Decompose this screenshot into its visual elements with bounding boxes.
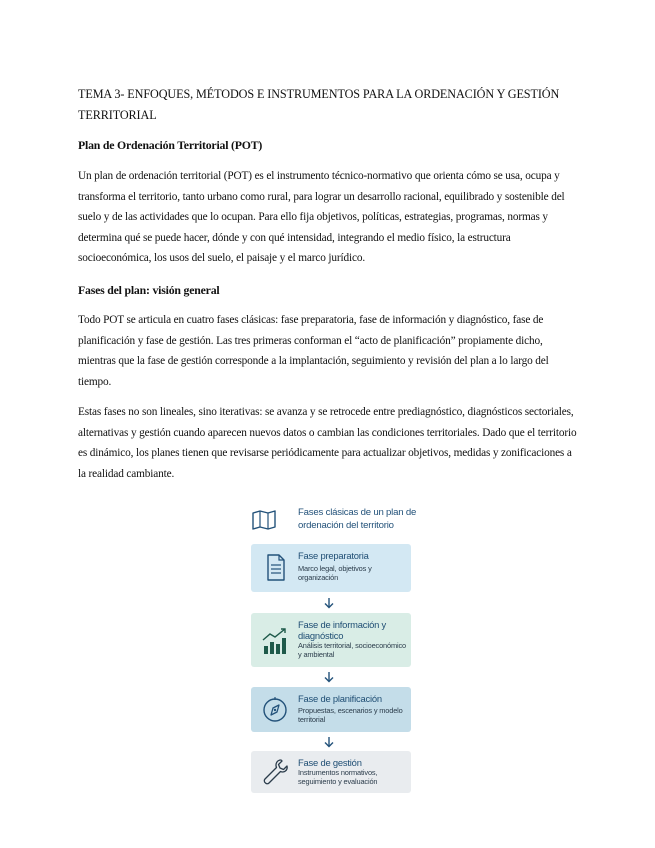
- section-heading-phases: Fases del plan: visión general: [78, 283, 220, 297]
- wrench-icon: [261, 757, 289, 787]
- phase-card-preparatoria: [251, 544, 411, 592]
- phase-description: Instrumentos normativos, seguimiento y evaluación: [298, 768, 378, 786]
- paragraph-pot-definition: [78, 166, 578, 269]
- arrow-down-icon: [323, 736, 335, 748]
- phase-description: Análisis territorial, socioeconómico y ambiental: [298, 641, 406, 659]
- compass-icon: [261, 694, 289, 724]
- phase-description: Propuestas, escenarios y modelo territorial: [298, 706, 403, 724]
- phase-description: Marco legal, objetivos y organización: [298, 564, 372, 582]
- section-heading-pot: Plan de Ordenación Territorial (POT): [78, 138, 263, 152]
- phase-title: Fase de gestión: [298, 757, 362, 768]
- arrow-down-icon: [323, 597, 335, 609]
- paragraph-phases-overview: [78, 310, 578, 392]
- paragraph-text: Estas fases no son lineales, sino iterativas: se avanza y se retrocede entre prediagnóstico, diagnósticos sectoriales, alternativas y gestión cuando aparecen nuevos datos o cambian las condiciones territoriales. Dado que el territorio es dinámico, los planes tienen que revisarse periódicamente para actualizar objetivos, medidas y zonificaciones a la realidad cambiante.: [78, 406, 577, 480]
- paragraph-phases-iterative: [78, 402, 578, 484]
- phase-card-informacion: [251, 613, 411, 667]
- phases-figure: [236, 498, 421, 797]
- paragraph-text: Un plan de ordenación territorial (POT) es el instrumento técnico-normativo que orienta cómo se usa, ocupa y transforma el territorio, tanto urbano como rural, para lograr un desarrollo racional, equilibrado y sostenible del suelo y de las actividades que lo ocupan. Para ello fija objetivos, políticas, estrategias, programas, normas y determina qué se puede hacer, dónde y con qué intensidad, integrando el medio físico, la estructura socioeconómica, los usos del suelo, el paisaje y el marco jurídico.: [78, 170, 565, 265]
- arrow-down-icon: [323, 671, 335, 683]
- figure-header: [248, 504, 418, 538]
- phase-title: Fase preparatoria: [298, 550, 369, 561]
- map-icon: [252, 510, 276, 530]
- chart-icon: [261, 627, 289, 657]
- figure-title: Fases clásicas de un plan de ordenación del territorio: [298, 507, 417, 531]
- phase-card-gestion: [251, 751, 411, 793]
- page-title: TEMA 3- ENFOQUES, MÉTODOS E INSTRUMENTOS PARA LA ORDENACIÓN Y GESTIÓN TERRITORIAL: [78, 87, 560, 122]
- paragraph-text: Todo POT se articula en cuatro fases clásicas: fase preparatoria, fase de información y diagnóstico, fase de planificación y fase de gestión. Las tres primeras conforman el “acto de planificación” propiamente dicho, mientras que la fase de gestión corresponde a la implantación, seguimiento y revisión del plan a lo largo del tiempo.: [78, 314, 549, 388]
- phase-title: Fase de información y diagnóstico: [298, 619, 387, 641]
- document-icon: [261, 553, 289, 583]
- phase-card-planificacion: [251, 687, 411, 732]
- phase-title: Fase de planificación: [298, 693, 382, 704]
